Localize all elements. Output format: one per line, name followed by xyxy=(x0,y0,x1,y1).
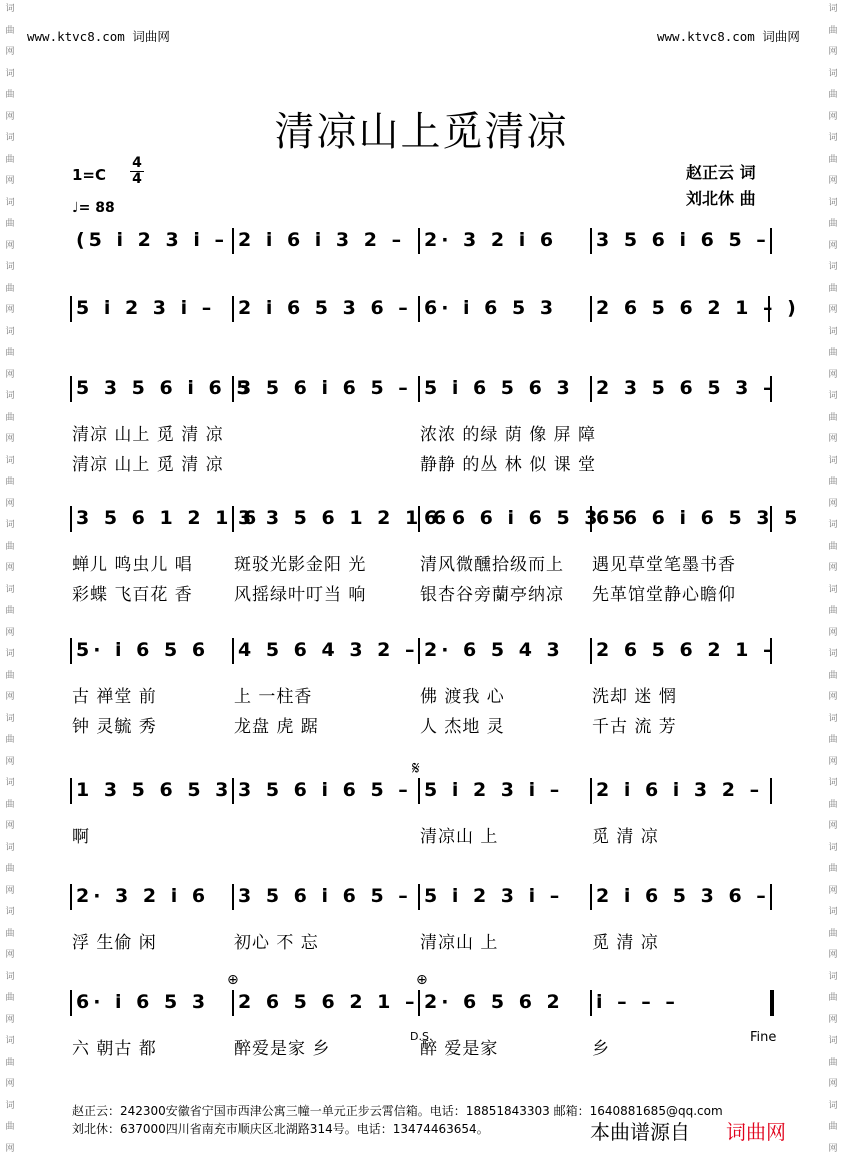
barline xyxy=(70,990,72,1016)
watermark-char: 词 xyxy=(828,455,838,466)
barline xyxy=(770,884,772,910)
watermark-char: 词 xyxy=(828,391,838,401)
watermark-char: 曲 xyxy=(5,928,15,939)
measure-notes: 2· 3 2 i 6 xyxy=(76,885,210,907)
watermark-char: 网 xyxy=(828,950,838,960)
lyric-line: 醉爱是家 乡 xyxy=(234,1039,331,1059)
watermark-char: 曲 xyxy=(828,283,838,294)
watermark-char: 网 xyxy=(5,821,15,831)
measure-notes: 5· i 6 5 6 xyxy=(76,639,210,661)
watermark-char: 曲 xyxy=(5,283,15,294)
quarter-note-icon: ♩ xyxy=(72,200,79,216)
barline xyxy=(232,296,234,322)
watermark-char: 曲 xyxy=(828,90,838,100)
watermark-char: 曲 xyxy=(828,219,838,229)
watermark-char: 曲 xyxy=(828,799,838,810)
watermark-char: 网 xyxy=(5,563,15,573)
barline xyxy=(418,376,420,402)
watermark-char: 曲 xyxy=(5,219,15,229)
watermark-char: 词 xyxy=(5,4,15,14)
watermark-char: 曲 xyxy=(828,1057,838,1068)
side-watermark-left xyxy=(4,0,16,1172)
lyric-line: 蝉儿 鸣虫儿 唱 xyxy=(72,555,193,575)
watermark-char: 网 xyxy=(828,111,838,122)
watermark-char: 词 xyxy=(828,584,838,595)
watermark-char: 词 xyxy=(5,842,15,853)
measure-notes: 2· 3 2 i 6 xyxy=(424,229,558,251)
measure-notes: 6 6 6 i 6 5 3 5 xyxy=(424,507,630,529)
lyric-line: 洗却 迷 惘 xyxy=(592,687,677,707)
watermark-char: 网 xyxy=(828,885,838,896)
watermark-char: 曲 xyxy=(828,541,838,552)
key-signature: 1=C xyxy=(72,166,107,184)
watermark-char: 网 xyxy=(5,434,15,444)
measure-notes: 3 5 6 i 6 5 – xyxy=(238,885,412,907)
watermark-char: 词 xyxy=(828,197,838,208)
watermark-char: 网 xyxy=(828,1143,838,1154)
watermark-char: 词 xyxy=(5,197,15,208)
barline xyxy=(770,990,774,1016)
barline xyxy=(232,990,234,1016)
watermark-char: 词 xyxy=(5,584,15,595)
watermark-char: 网 xyxy=(828,369,838,380)
measure-notes: 1 3 5 6 5 3 xyxy=(76,779,233,801)
watermark-char: 网 xyxy=(828,240,838,251)
lyric-line: 乡 xyxy=(592,1039,610,1059)
watermark-char: 网 xyxy=(5,47,15,57)
barline xyxy=(232,884,234,910)
watermark-char: 网 xyxy=(828,176,838,186)
watermark-char: 网 xyxy=(828,821,838,831)
header-url-right: www.ktvc8.com 词曲网 xyxy=(657,29,800,44)
watermark-char: 曲 xyxy=(5,412,15,423)
watermark-char: 词 xyxy=(5,262,15,272)
source-site[interactable]: 词曲网 xyxy=(726,1120,786,1144)
measure-notes: i – – – xyxy=(596,991,679,1013)
barline xyxy=(70,884,72,910)
barline xyxy=(770,778,772,804)
watermark-char: 词 xyxy=(828,649,838,659)
barline xyxy=(590,990,592,1016)
lyric-line: 人 杰地 灵 xyxy=(420,717,505,737)
barline xyxy=(70,638,72,664)
ds-marking: D.S. xyxy=(410,1030,433,1043)
watermark-char: 曲 xyxy=(828,864,838,874)
lyric-line: 初心 不 忘 xyxy=(234,933,319,953)
lyric-line: 清凉山 上 xyxy=(420,827,499,847)
watermark-char: 曲 xyxy=(5,25,15,36)
barline xyxy=(590,778,592,804)
coda-icon: ⊕ xyxy=(227,972,239,988)
watermark-char: 曲 xyxy=(5,1057,15,1068)
watermark-char: 词 xyxy=(828,4,838,14)
measure-notes: 2 6 5 6 2 1 – xyxy=(238,991,419,1013)
lyric-line: 千古 流 芳 xyxy=(592,717,677,737)
measure-notes: 5 i 6 5 6 3 xyxy=(424,377,574,399)
watermark-char: 网 xyxy=(828,498,838,509)
measure-notes: 3 5 6 i 6 5 – xyxy=(238,377,412,399)
watermark-char: 词 xyxy=(5,649,15,659)
lyric-line: 风摇绿叶叮当 响 xyxy=(234,585,367,605)
watermark-char: 曲 xyxy=(5,348,15,358)
time-sig-bottom: 4 xyxy=(132,171,142,187)
lyricist: 赵正云 词 xyxy=(686,163,756,182)
watermark-char: 词 xyxy=(5,520,15,530)
watermark-char: 网 xyxy=(5,1079,15,1089)
lyric-line: 觅 清 凉 xyxy=(592,827,659,847)
watermark-char: 网 xyxy=(5,305,15,315)
measure-notes: 6· i 6 5 3 xyxy=(424,297,558,319)
watermark-char: 网 xyxy=(828,563,838,573)
watermark-char: 词 xyxy=(828,133,838,143)
barline xyxy=(232,638,234,664)
watermark-char: 词 xyxy=(5,907,15,917)
watermark-char: 词 xyxy=(828,262,838,272)
watermark-char: 词 xyxy=(828,971,838,982)
barline xyxy=(418,884,420,910)
watermark-char: 词 xyxy=(5,1036,15,1046)
barline xyxy=(590,884,592,910)
watermark-char: 网 xyxy=(828,692,838,702)
watermark-char: 网 xyxy=(5,1143,15,1154)
lyric-line: 钟 灵毓 秀 xyxy=(72,717,157,737)
measure-notes: 3 3 5 6 1 2 1 6 xyxy=(238,507,451,529)
header-url-left: www.ktvc8.com 词曲网 xyxy=(27,29,170,44)
watermark-char: 曲 xyxy=(828,412,838,423)
watermark-char: 网 xyxy=(828,305,838,315)
watermark-char: 网 xyxy=(5,950,15,960)
watermark-char: 曲 xyxy=(5,799,15,810)
lyric-line: 清风微醺拾级而上 xyxy=(420,555,564,575)
watermark-char: 曲 xyxy=(5,735,15,745)
watermark-char: 曲 xyxy=(5,864,15,874)
barline xyxy=(418,296,420,322)
watermark-char: 曲 xyxy=(5,606,15,616)
measure-notes: 6 6 6 i 6 5 3 5 xyxy=(596,507,802,529)
watermark-char: 词 xyxy=(828,713,838,724)
lyric-line: 遇见草堂笔墨书香 xyxy=(592,555,736,575)
lyric-line: 静静 的丛 林 似 课 堂 xyxy=(420,455,597,475)
measure-notes: 3 5 6 i 6 5 – xyxy=(238,779,412,801)
lyric-line: 啊 xyxy=(72,827,90,847)
barline xyxy=(418,228,420,254)
watermark-char: 曲 xyxy=(5,1122,15,1132)
watermark-char: 网 xyxy=(5,1014,15,1025)
lyric-line: 六 朝古 都 xyxy=(72,1039,157,1059)
watermark-char: 词 xyxy=(5,778,15,788)
watermark-char: 网 xyxy=(828,1079,838,1089)
watermark-char: 曲 xyxy=(828,1122,838,1132)
watermark-char: 词 xyxy=(5,713,15,724)
source-label: 本曲谱源自 xyxy=(590,1120,690,1144)
watermark-char: 词 xyxy=(828,326,838,337)
watermark-char: 词 xyxy=(5,1100,15,1111)
measure-notes: 6· i 6 5 3 xyxy=(76,991,210,1013)
watermark-char: 词 xyxy=(828,1100,838,1111)
watermark-char: 网 xyxy=(5,692,15,702)
watermark-char: 曲 xyxy=(828,928,838,939)
watermark-char: 词 xyxy=(828,907,838,917)
song-title: 清凉山上觅清凉 xyxy=(274,109,569,155)
side-watermark-right xyxy=(827,0,839,1172)
watermark-char: 词 xyxy=(5,391,15,401)
measure-notes: 2 6 5 6 2 1 – ) xyxy=(596,297,800,319)
barline xyxy=(590,228,592,254)
lyric-line: 银杏谷旁蘭亭纳凉 xyxy=(420,585,564,605)
watermark-char: 网 xyxy=(828,434,838,444)
lyric-line: 斑驳光影金阳 光 xyxy=(234,555,367,575)
barline xyxy=(590,638,592,664)
measure-notes: 2 6 5 6 2 1 – xyxy=(596,639,777,661)
watermark-char: 词 xyxy=(5,971,15,982)
watermark-char: 网 xyxy=(828,756,838,767)
measure-notes: 4 5 6 4 3 2 – xyxy=(238,639,419,661)
watermark-char: 网 xyxy=(5,885,15,896)
lyric-line: 彩蝶 飞百花 香 xyxy=(72,585,193,605)
lyric-line: 清凉 山上 觅 清 凉 xyxy=(72,425,224,445)
barline xyxy=(70,296,72,322)
measure-notes: 5 i 2 3 i – xyxy=(76,297,216,319)
measure-notes: 2 i 6 i 3 2 – xyxy=(238,229,406,251)
measure-notes: 5 i 2 3 i – xyxy=(424,779,564,801)
barline xyxy=(418,778,420,804)
lyric-line: 浮 生偷 闲 xyxy=(72,933,157,953)
watermark-char: 曲 xyxy=(5,993,15,1003)
watermark-char: 网 xyxy=(5,111,15,122)
measure-notes: 3 5 6 i 6 5 – xyxy=(596,229,770,251)
lyric-line: 觅 清 凉 xyxy=(592,933,659,953)
watermark-char: 词 xyxy=(828,1036,838,1046)
fine-marking: Fine xyxy=(750,1030,777,1045)
tempo-value: = 88 xyxy=(78,200,115,216)
watermark-char: 曲 xyxy=(828,25,838,36)
lyric-line: 上 一柱香 xyxy=(234,687,313,707)
watermark-char: 网 xyxy=(5,756,15,767)
barline xyxy=(70,778,72,804)
watermark-char: 曲 xyxy=(5,670,15,681)
watermark-char: 词 xyxy=(5,455,15,466)
barline xyxy=(590,376,592,402)
watermark-char: 曲 xyxy=(828,348,838,358)
watermark-char: 曲 xyxy=(828,154,838,165)
measure-notes: 2 3 5 6 5 3 – xyxy=(596,377,777,399)
barline xyxy=(590,296,592,322)
segno-icon: 𝄋 xyxy=(412,758,420,779)
barline xyxy=(770,228,772,254)
watermark-char: 曲 xyxy=(828,670,838,681)
measure-notes: 2 i 6 5 3 6 – xyxy=(596,885,770,907)
watermark-char: 网 xyxy=(5,498,15,509)
watermark-char: 词 xyxy=(828,520,838,530)
watermark-char: 词 xyxy=(828,68,838,79)
measure-notes: (5 i 2 3 i – xyxy=(76,229,228,251)
watermark-char: 曲 xyxy=(828,735,838,745)
watermark-char: 曲 xyxy=(828,993,838,1003)
lyric-line: 清凉山 上 xyxy=(420,933,499,953)
lyric-line: 清凉 山上 觅 清 凉 xyxy=(72,455,224,475)
watermark-char: 词 xyxy=(5,326,15,337)
lyric-line: 佛 渡我 心 xyxy=(420,687,505,707)
watermark-char: 词 xyxy=(5,68,15,79)
watermark-char: 网 xyxy=(828,1014,838,1025)
measure-notes: 2· 6 5 6 2 xyxy=(424,991,564,1013)
measure-notes: 3 5 6 1 2 1 6 xyxy=(76,507,261,529)
barline xyxy=(70,376,72,402)
barline xyxy=(232,228,234,254)
watermark-char: 网 xyxy=(5,240,15,251)
watermark-char: 曲 xyxy=(5,477,15,487)
measure-notes: 5 3 5 6 i 6 5 xyxy=(76,377,254,399)
watermark-char: 网 xyxy=(828,627,838,638)
footer-contact-composer: 刘北休：637000四川省南充市顺庆区北湖路314号。电话：13474463654。 xyxy=(72,1122,489,1136)
footer-contact-lyricist: 赵正云：242300安徽省宁国市西津公寓三幢一单元正步云霄信箱。电话：18851843303 邮箱：1640881685@qq.com xyxy=(72,1104,723,1118)
lyric-line: 先革馆堂静心瞻仰 xyxy=(592,585,736,605)
watermark-char: 网 xyxy=(828,47,838,57)
watermark-char: 词 xyxy=(828,842,838,853)
watermark-char: 网 xyxy=(5,176,15,186)
watermark-char: 网 xyxy=(5,627,15,638)
time-sig-top: 4 xyxy=(132,155,142,171)
tempo-marking xyxy=(72,200,115,216)
watermark-char: 词 xyxy=(5,133,15,143)
measure-notes: 5 i 2 3 i – xyxy=(424,885,564,907)
barline xyxy=(70,506,72,532)
measure-notes: 2 i 6 i 3 2 – xyxy=(596,779,764,801)
watermark-char: 曲 xyxy=(828,606,838,616)
watermark-char: 网 xyxy=(5,369,15,380)
measure-notes: 2· 6 5 4 3 xyxy=(424,639,564,661)
watermark-char: 曲 xyxy=(5,541,15,552)
watermark-char: 曲 xyxy=(5,154,15,165)
lyric-line: 古 禅堂 前 xyxy=(72,687,157,707)
lyric-line: 醉 爱是家 xyxy=(420,1039,499,1059)
watermark-char: 词 xyxy=(828,778,838,788)
watermark-char: 曲 xyxy=(5,90,15,100)
coda-icon-2: ⊕ xyxy=(416,972,428,988)
lyric-line: 浓浓 的绿 荫 像 屏 障 xyxy=(420,425,597,445)
time-signature xyxy=(130,156,144,187)
lyric-line: 龙盘 虎 踞 xyxy=(234,717,319,737)
watermark-char: 曲 xyxy=(828,477,838,487)
measure-notes: 2 i 6 5 3 6 – xyxy=(238,297,412,319)
composer: 刘北休 曲 xyxy=(686,189,756,208)
